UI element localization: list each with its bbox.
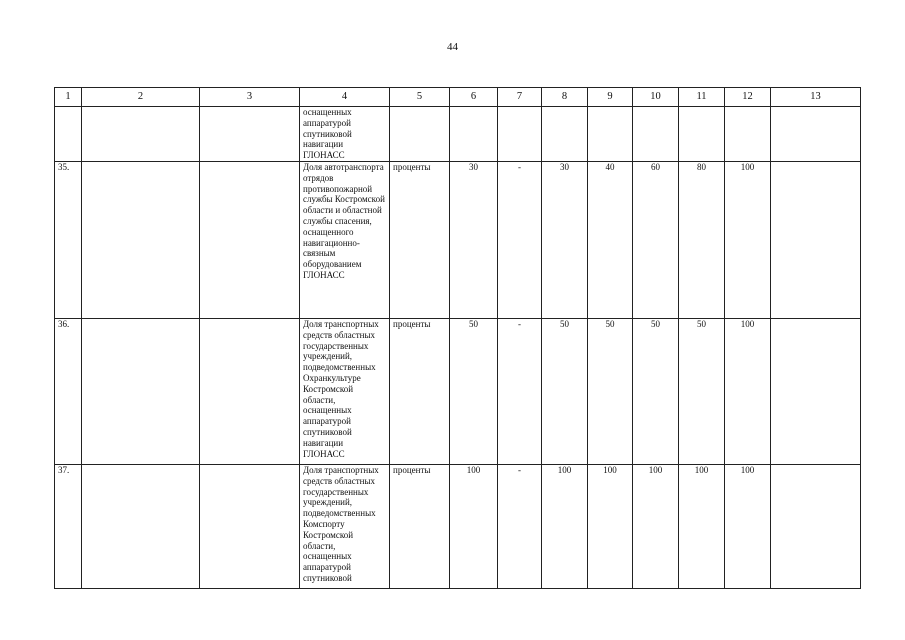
column-header: 2 [82,88,200,107]
cell-col2 [82,465,200,589]
value-col11: 80 [679,162,725,319]
cell-col3 [200,162,300,319]
column-header: 13 [771,88,861,107]
value-col12: 100 [725,465,771,589]
indicators-table [54,87,861,589]
cell-col13 [771,465,861,589]
value-col11: 50 [679,319,725,465]
column-header: 5 [390,88,450,107]
value-col10: 100 [633,465,679,589]
indicator-name: Доля транспортных средств областных государственных учреждений, подведомственных Охранкультуре Костромской области, оснащенных аппаратурой спутниковой навигации ГЛОНАСС [300,319,390,465]
column-header: 10 [633,88,679,107]
table-row [55,319,861,465]
unit-cell: проценты [390,319,450,465]
value-col11: 100 [679,465,725,589]
row-number [55,107,82,162]
cell-col3 [200,319,300,465]
table-row [55,465,861,589]
value-col8: 100 [542,465,588,589]
row-number: 35. [55,162,82,319]
column-header: 8 [542,88,588,107]
cell-col13 [771,162,861,319]
value-col10 [633,107,679,162]
column-header: 6 [450,88,498,107]
value-col7 [498,107,542,162]
value-col8: 50 [542,319,588,465]
cell-col2 [82,162,200,319]
cell-col2 [82,107,200,162]
value-col6: 100 [450,465,498,589]
value-col7: - [498,162,542,319]
column-header: 7 [498,88,542,107]
value-col11 [679,107,725,162]
value-col7: - [498,319,542,465]
value-col7: - [498,465,542,589]
value-col6: 30 [450,162,498,319]
value-col12: 100 [725,162,771,319]
unit-cell [390,107,450,162]
column-header: 4 [300,88,390,107]
cell-col3 [200,465,300,589]
value-col10: 50 [633,319,679,465]
column-header: 11 [679,88,725,107]
header-row [55,88,861,107]
page-number: 44 [447,41,458,53]
value-col6 [450,107,498,162]
unit-cell: проценты [390,162,450,319]
value-col9: 40 [588,162,633,319]
value-col8: 30 [542,162,588,319]
value-col8 [542,107,588,162]
indicator-name: Доля автотранспорта отрядов противопожарной службы Костромской области и областной службы спасения, оснащенного навигационно-связным оборудованием ГЛОНАСС [300,162,390,319]
column-header: 12 [725,88,771,107]
cell-col13 [771,107,861,162]
indicator-name: Доля транспортных средств областных государственных учреждений, подведомственных Комспорту Костромской области, оснащенных аппаратурой спутниковой [300,465,390,589]
table-row [55,162,861,319]
value-col12 [725,107,771,162]
value-col10: 60 [633,162,679,319]
value-col9: 100 [588,465,633,589]
cell-col3 [200,107,300,162]
column-header: 9 [588,88,633,107]
cell-col2 [82,319,200,465]
column-header: 3 [200,88,300,107]
cell-col13 [771,319,861,465]
row-number: 36. [55,319,82,465]
value-col6: 50 [450,319,498,465]
unit-cell: проценты [390,465,450,589]
column-header: 1 [55,88,82,107]
value-col9: 50 [588,319,633,465]
table-row [55,107,861,162]
value-col12: 100 [725,319,771,465]
row-number: 37. [55,465,82,589]
value-col9 [588,107,633,162]
indicator-name: оснащенных аппаратурой спутниковой навигации ГЛОНАСС [300,107,390,162]
